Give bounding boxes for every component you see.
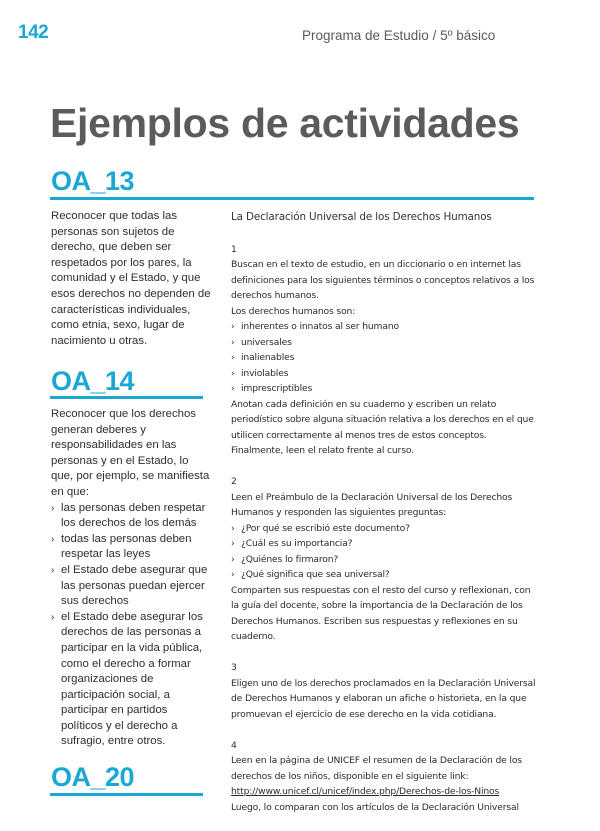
activity-intro: Eligen uno de los derechos proclamados en la Declaración Universal de Derechos Humanos y elaboran un afiche o historieta, en la que promuevan el ejercicio de ese derecho en la vida cotidiana. [231,677,536,720]
objective-text-oa14 [51,407,211,750]
chevron-right-icon: › [231,367,235,379]
list-item-text: el Estado debe asegurar los derechos de las personas a participar en la vida pública, como el derecho a formar organizaciones de participación social, a participar en partidos políticos y el derecho a sufragio, entre otros. [61,610,203,748]
page-number: 142 [18,22,49,43]
list-item [231,567,536,583]
activity-intro: Buscan en el texto de estudio, en un diccionario o en internet las definiciones para los siguientes términos o conceptos relativos a los derechos humanos. [231,259,535,301]
objective-heading-oa20: OA_20 [51,762,135,792]
chevron-right-icon: › [231,336,235,348]
list-item [231,381,536,397]
section-divider [50,197,534,200]
activity-intro: Leen el Preámbulo de la Declaración Universal de los Derechos Humanos y responden las siguientes preguntas: [231,491,513,518]
activity-4 [231,738,536,816]
list-item-text: imprescriptibles [241,383,313,394]
chevron-right-icon: › [51,611,55,623]
objective-description: Reconocer que todas las personas son sujetos de derecho, que deben ser respetados por los pares, la comunidad y el Estado, y que esos derechos no dependen de características individuales, como etnia, sexo, lugar de nacimiento u otras. [51,210,211,347]
list-item-text: inviolables [241,367,289,379]
chevron-right-icon: › [231,383,235,394]
unicef-link[interactable]: http://www.unicef.cl/unicef/index.php/Derechos-de-los-Ninos [231,786,500,797]
activity-outro: Luego, lo comparan con los artículos de la Declaración Universal [231,801,519,813]
activity-number: 2 [231,476,237,487]
list-item-text: las personas deben respetar los derechos de los demás [61,501,206,530]
list-item-text: inalienables [241,352,295,363]
chevron-right-icon: › [231,321,235,332]
list-item [231,319,536,335]
activity-intro [231,753,536,800]
list-item [51,501,211,532]
objective-list [51,501,211,751]
activity-intro-text: Leen en la página de UNICEF el resumen de la Declaración de los derechos de los niños, disponible en el siguiente link: [231,755,522,782]
list-item [231,536,536,552]
activities-heading: La Declaración Universal de los Derechos Humanos [231,211,492,223]
chevron-right-icon: › [231,538,235,549]
chevron-right-icon: › [51,502,55,514]
activity-outro: Anotan cada definición en su cuaderno y escriben un relato periodístico sobre alguna situación relativa a los derechos en el que utilicen correctamente al menos tres de estos conceptos. Finalmente, leen el relato frente al curso. [231,398,534,456]
activities-column [231,210,536,831]
list-item-text: universales [241,336,292,348]
objective-intro: Reconocer que los derechos generan deberes y responsabilidades en las personas y en el Estado, lo que, por ejemplo, se manifiesta en que: [51,408,210,498]
list-item [231,521,536,537]
list-item-text: ¿Por qué se escribió este documento? [241,522,410,534]
section-divider [50,793,203,796]
list-item [231,366,536,382]
chevron-right-icon: › [231,522,235,534]
list-item [51,563,211,610]
activity-lead: Los derechos humanos son: [231,305,356,317]
activity-number: 3 [231,662,237,673]
list-item-text: ¿Qué significa que sea universal? [241,569,390,580]
chevron-right-icon: › [51,533,55,545]
chevron-right-icon: › [231,553,235,565]
page-title: Ejemplos de actividades [50,100,520,146]
list-item [51,610,211,750]
activity-number: 1 [231,243,237,255]
activity-2 [231,474,536,645]
list-item [231,350,536,366]
list-item [231,335,536,351]
activity-list [231,319,536,397]
list-item-text: todas las personas deben respetar las leyes [61,532,192,561]
chevron-right-icon: › [51,564,55,576]
list-item [51,532,211,563]
list-item-text: ¿Cuál es su importancia? [241,538,353,549]
activity-outro: Comparten sus respuestas con el resto del curso y reflexionan, con la guía del docente, sobre la importancia de la Declaración de los Derechos Humanos. Escriben sus respuestas y reflexiones en su cuaderno. [231,584,531,642]
section-divider [50,396,203,399]
objective-heading-oa14: OA_14 [51,366,135,396]
list-item [231,552,536,568]
list-item-text: inherentes o innatos al ser humano [241,321,399,332]
activity-list [231,521,536,583]
activity-number: 4 [231,739,237,751]
chevron-right-icon: › [231,352,235,363]
list-item-text: ¿Quiénes lo firmaron? [241,553,339,565]
objective-text-oa13 [51,209,211,349]
activity-3 [231,660,536,722]
activity-1 [231,242,536,459]
list-item-text: el Estado debe asegurar que las personas puedan ejercer sus derechos [61,563,208,608]
objective-heading-oa13: OA_13 [51,166,135,196]
chevron-right-icon: › [231,569,235,580]
running-header: Programa de Estudio / 5º básico [302,28,496,43]
